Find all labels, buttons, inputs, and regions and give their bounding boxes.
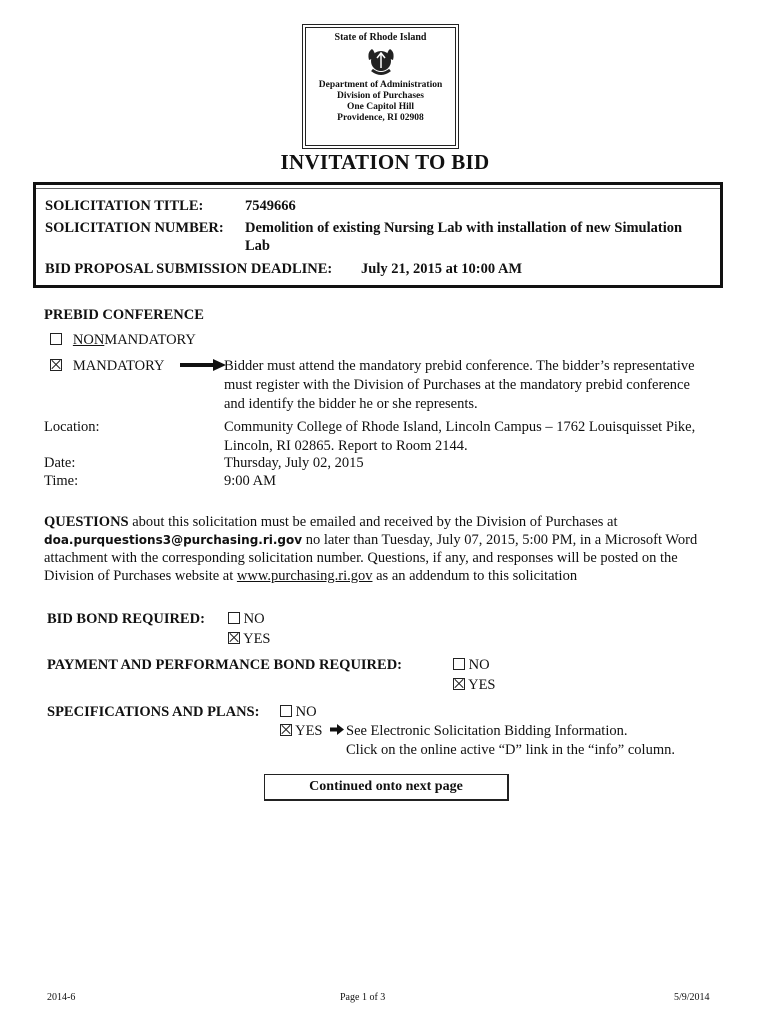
solicitation-title-label: SOLICITATION TITLE: bbox=[45, 198, 204, 214]
bid-bond-label: BID BOND REQUIRED: bbox=[47, 611, 205, 627]
header-seal-box bbox=[305, 27, 456, 146]
solicitation-number-label: SOLICITATION NUMBER: bbox=[45, 220, 224, 236]
bid-bond-yes-checkbox-checked bbox=[228, 632, 240, 644]
questions-line-4 bbox=[44, 567, 577, 585]
questions-line-3: attachment with the corresponding solicitation number. Questions, if any, and responses will be posted on the bbox=[44, 550, 678, 566]
date-label: Date: bbox=[44, 455, 76, 471]
time-label: Time: bbox=[44, 473, 79, 489]
prebid-heading: PREBID CONFERENCE bbox=[44, 307, 204, 323]
mandatory-checkbox-checked bbox=[50, 359, 62, 371]
deadline-value: July 21, 2015 at 10:00 AM bbox=[361, 261, 523, 277]
header-state: State of Rhode Island bbox=[334, 32, 427, 43]
mandatory-text-1: Bidder must attend the mandatory prebid conference. The bidder’s representative bbox=[224, 358, 695, 374]
questions-line-4-pre: Division of Purchases website at bbox=[44, 568, 237, 584]
questions-line-2 bbox=[44, 531, 697, 549]
payment-bond-no-label: NO bbox=[468, 657, 490, 673]
solicitation-number-value-1: Demolition of existing Nursing Lab with installation of new Simulation bbox=[245, 220, 683, 236]
nonmandatory-option bbox=[50, 331, 196, 349]
payment-bond-yes-option bbox=[453, 676, 496, 694]
mandatory-text-2: must register with the Division of Purchases at the mandatory prebid conference bbox=[224, 377, 690, 393]
payment-bond-yes-checkbox-checked bbox=[453, 678, 465, 690]
mandatory-label: MANDATORY bbox=[72, 358, 165, 374]
bid-bond-no-checkbox bbox=[228, 612, 240, 624]
specs-label: SPECIFICATIONS AND PLANS: bbox=[47, 704, 260, 720]
specs-yes-checkbox-checked bbox=[280, 724, 292, 736]
state-seal-icon bbox=[366, 46, 396, 78]
questions-line-2-text: no later than Tuesday, July 07, 2015, 5:00 PM, in a Microsoft Word bbox=[302, 532, 698, 548]
questions-lead: QUESTIONS bbox=[44, 514, 129, 530]
nonmandatory-checkbox bbox=[50, 333, 62, 345]
specs-no-checkbox bbox=[280, 705, 292, 717]
specs-yes-note: See Electronic Solicitation Bidding Information. bbox=[346, 723, 628, 739]
questions-line-4-post: as an addendum to this solicitation bbox=[372, 568, 578, 584]
mandatory-text-3: and identify the bidder he or she represents. bbox=[224, 396, 478, 412]
bid-bond-no-label: NO bbox=[243, 611, 265, 627]
payment-bond-no-option bbox=[453, 656, 490, 674]
questions-line-1 bbox=[44, 513, 617, 531]
questions-email[interactable]: doa.purquestions3@purchasing.ri.gov bbox=[44, 533, 303, 547]
nonmandatory-underlined: NON bbox=[72, 332, 105, 348]
page-title: INVITATION TO BID bbox=[280, 150, 490, 174]
location-value-2: Lincoln, RI 02865. Report to Room 2144. bbox=[224, 438, 468, 454]
specs-no-label: NO bbox=[295, 704, 317, 720]
bid-bond-yes-option bbox=[228, 630, 271, 648]
purchasing-website-link[interactable]: www.purchasing.ri.gov bbox=[236, 568, 373, 584]
continued-notice: Continued onto next page bbox=[264, 774, 509, 801]
header-department: Department of Administration bbox=[318, 80, 443, 90]
payment-bond-label: PAYMENT AND PERFORMANCE BOND REQUIRED: bbox=[47, 657, 402, 673]
location-label: Location: bbox=[44, 419, 100, 435]
arrow-right-small-icon bbox=[330, 724, 344, 735]
footer-date: 5/9/2014 bbox=[674, 992, 710, 1003]
questions-line-1-text: about this solicitation must be emailed and received by the Division of Purchases at bbox=[128, 514, 618, 530]
specs-yes-label: YES bbox=[295, 723, 323, 739]
solicitation-box bbox=[33, 182, 723, 288]
date-value: Thursday, July 02, 2015 bbox=[224, 455, 364, 471]
payment-bond-no-checkbox bbox=[453, 658, 465, 670]
solicitation-number-value-2: Lab bbox=[245, 238, 270, 254]
specs-yes-option bbox=[280, 722, 323, 740]
payment-bond-yes-label: YES bbox=[468, 677, 496, 693]
header-address-1: One Capitol Hill bbox=[346, 102, 415, 112]
header-division: Division of Purchases bbox=[337, 91, 424, 101]
mandatory-option bbox=[50, 357, 164, 375]
solicitation-title-value: 7549666 bbox=[245, 198, 296, 214]
deadline-label: BID PROPOSAL SUBMISSION DEADLINE: bbox=[45, 261, 333, 277]
header-address-2: Providence, RI 02908 bbox=[337, 113, 424, 123]
time-value: 9:00 AM bbox=[224, 473, 276, 489]
footer-form-number: 2014-6 bbox=[47, 992, 76, 1003]
nonmandatory-rest: MANDATORY bbox=[104, 332, 196, 348]
specs-no-option bbox=[280, 703, 317, 721]
specs-note-2: Click on the online active “D” link in the “info” column. bbox=[346, 742, 675, 758]
location-value-1: Community College of Rhode Island, Lincoln Campus – 1762 Louisquisset Pike, bbox=[224, 419, 696, 435]
bid-bond-no-option bbox=[228, 610, 265, 628]
arrow-right-icon bbox=[180, 359, 226, 371]
bid-bond-yes-label: YES bbox=[243, 631, 271, 647]
footer-page-number: Page 1 of 3 bbox=[340, 992, 386, 1003]
